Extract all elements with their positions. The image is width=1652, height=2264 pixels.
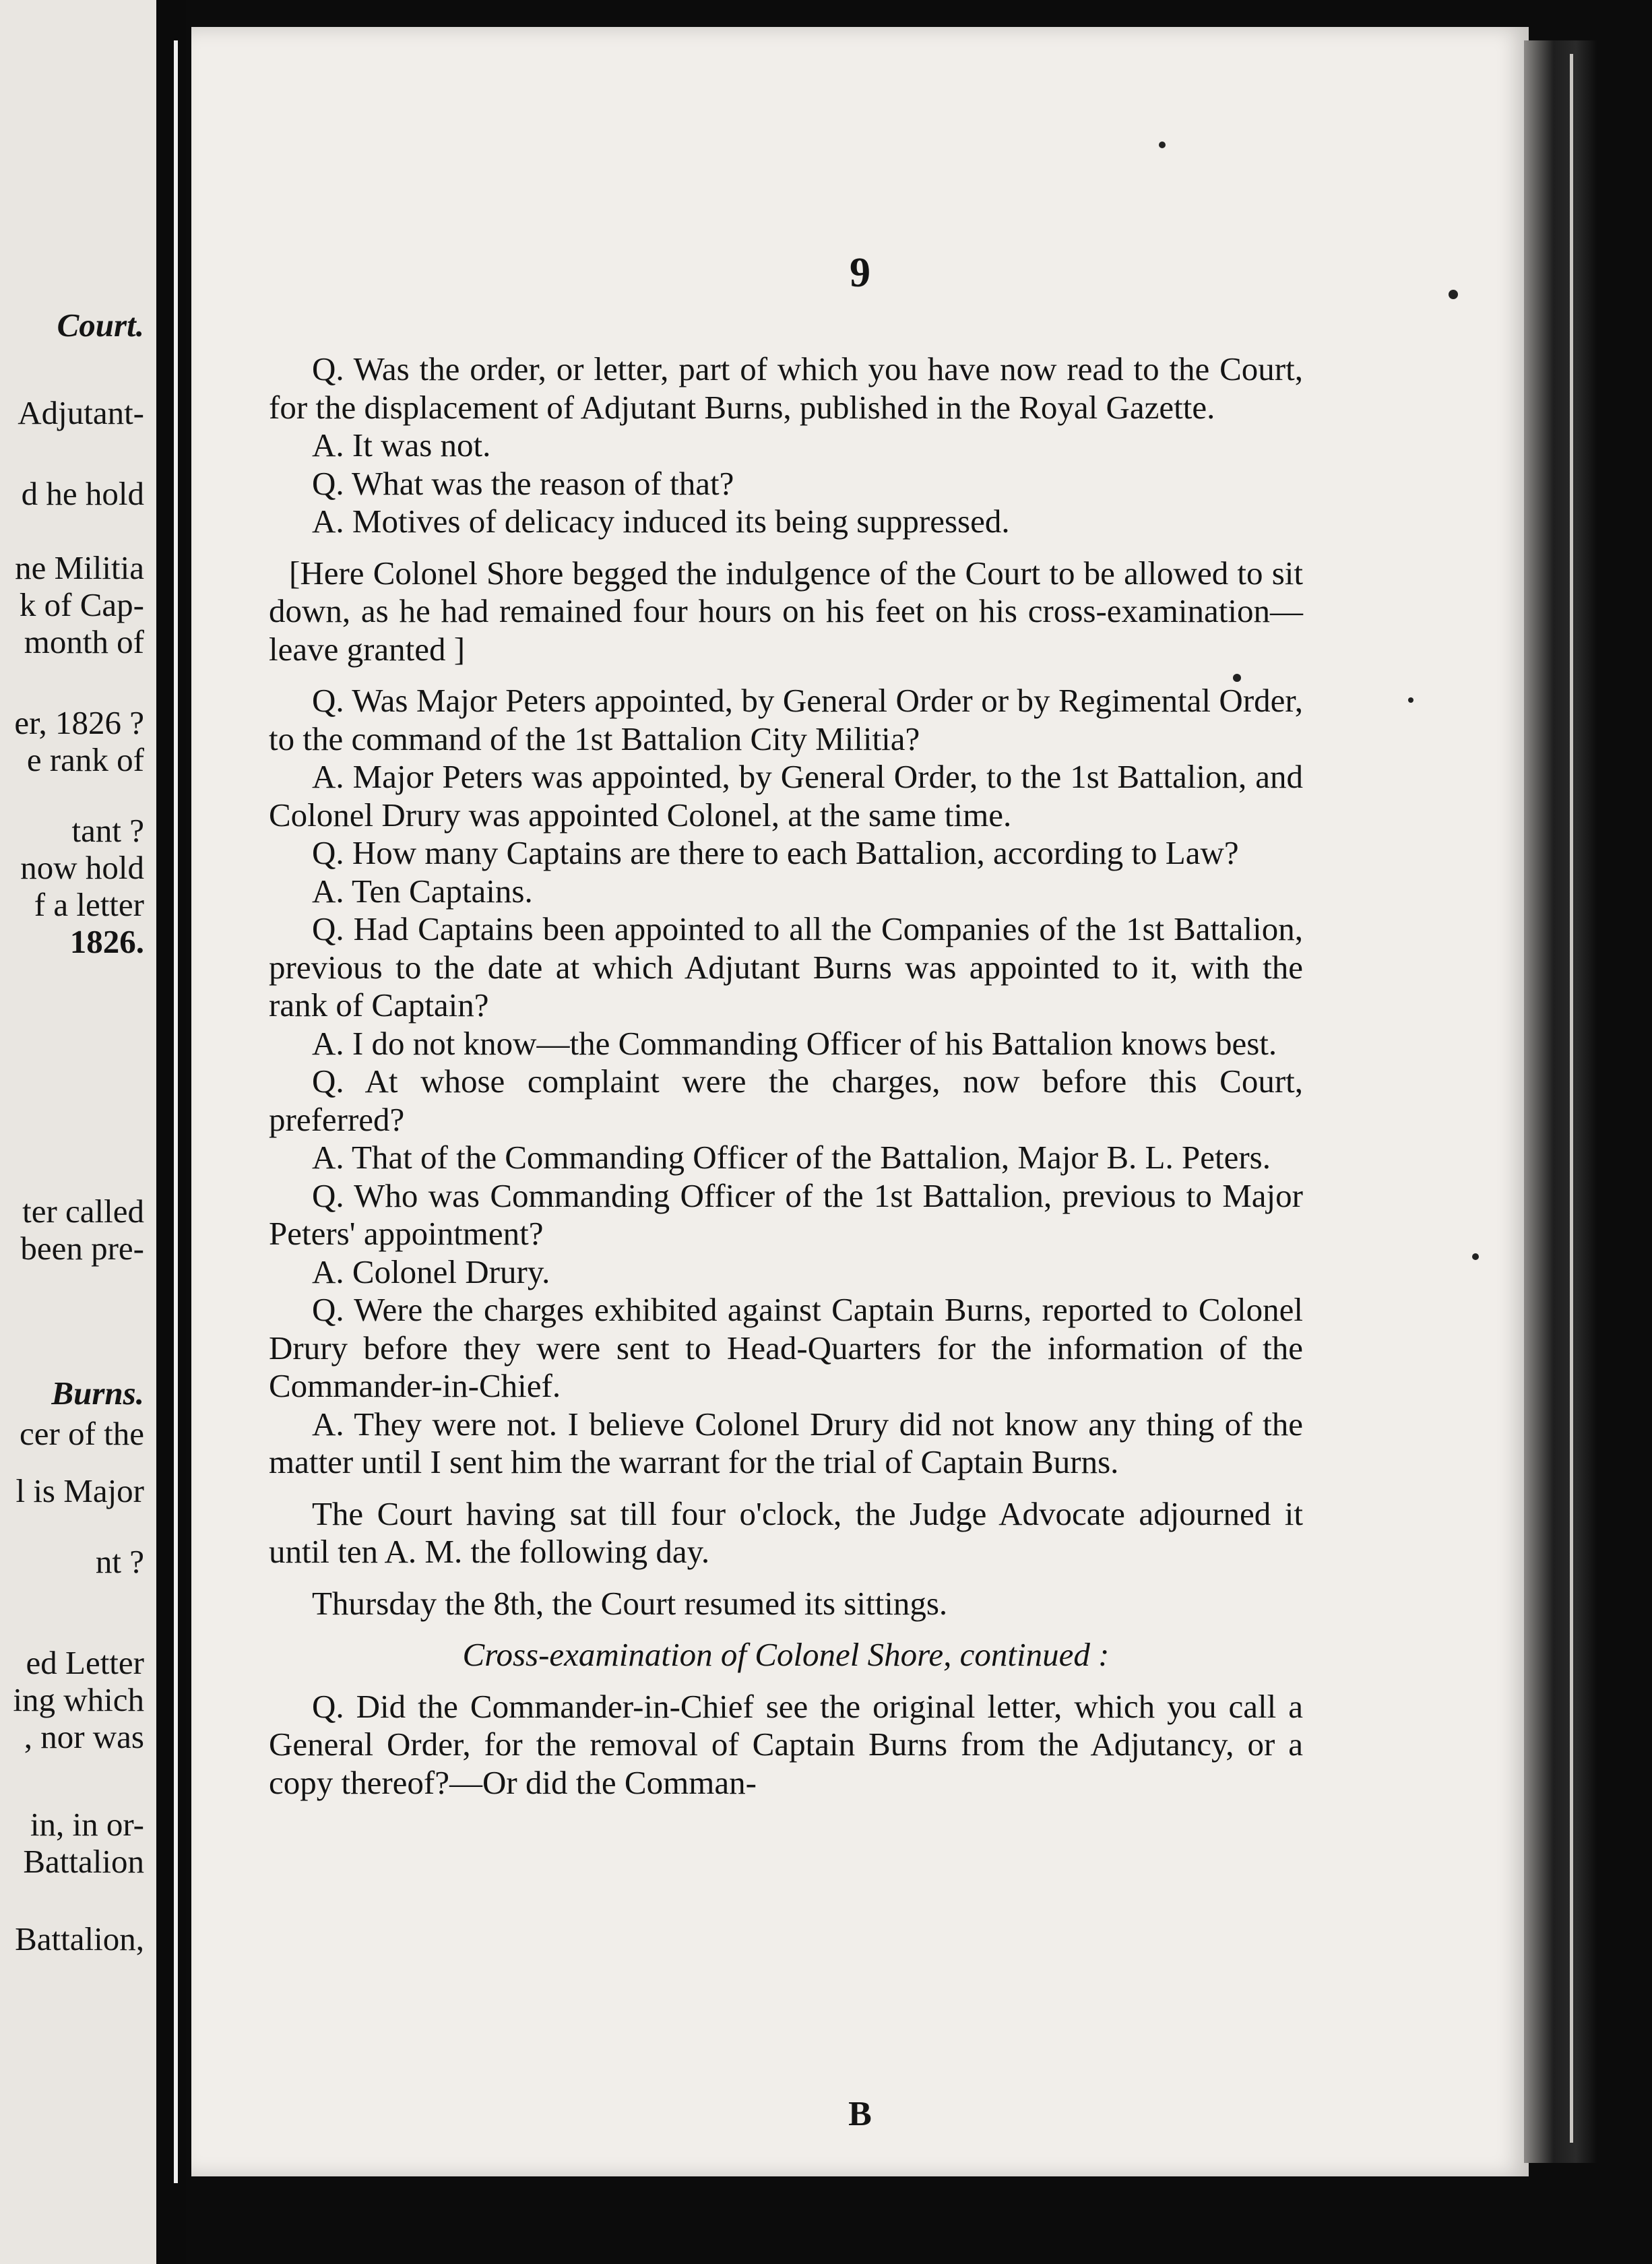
- facing-page-line: tant ?: [71, 812, 144, 849]
- paragraph: A. Ten Captains.: [312, 872, 533, 910]
- paragraph: A. They were not. I believe Colonel Drury did not know any thing of the matter until I sent him the warrant for the trial of Captain Burns.: [269, 1405, 1303, 1480]
- page-text: [269, 350, 1303, 1802]
- facing-page-fragment: [0, 0, 156, 2264]
- paragraph: Q. Were the charges exhibited against Captain Burns, reported to Colonel Drury before they were sent to Head-Quarters for the information of the Commander-in-Chief.: [269, 1291, 1303, 1404]
- section-heading: Cross-examination of Colonel Shore, continued :: [462, 1636, 1110, 1673]
- facing-page-line: ed Letter: [26, 1644, 144, 1681]
- paragraph: Q. How many Captains are there to each Battalion, according to Law?: [312, 834, 1239, 871]
- paragraph: Q. What was the reason of that?: [312, 464, 734, 502]
- facing-page-line: e rank of: [26, 741, 144, 778]
- paragraph: A. Major Peters was appointed, by General Order, to the 1st Battalion, and Colonel Drury was appointed Colonel, at the same time.: [269, 758, 1303, 834]
- facing-page-line: month of: [24, 623, 144, 660]
- paragraph: A. It was not.: [312, 427, 491, 464]
- facing-page-line: er, 1826 ?: [14, 704, 144, 741]
- facing-page-line: Battalion,: [15, 1920, 144, 1957]
- facing-page-line: been pre-: [20, 1230, 144, 1267]
- paragraph: Q. At whose complaint were the charges, now before this Court, preferred?: [269, 1063, 1303, 1138]
- facing-page-line: k of Cap-: [19, 586, 144, 623]
- facing-page-line: Adjutant-: [18, 394, 144, 431]
- page-number: 9: [850, 250, 870, 296]
- ink-speck: [1408, 697, 1413, 703]
- facing-page-line: cer of the: [20, 1415, 144, 1452]
- page-edge-line: [1570, 54, 1573, 2143]
- paragraph: Q. Who was Commanding Officer of the 1st Battalion, previous to Major Peters' appointment?: [269, 1176, 1303, 1252]
- paragraph: A. Colonel Drury.: [312, 1253, 550, 1290]
- paragraph: [Here Colonel Shore begged the indulgence of the Court to be allowed to sit down, as he had remained four hours on his feet on his cross-examination—leave granted ]: [269, 554, 1303, 668]
- paragraph: Q. Was Major Peters appointed, by General Order or by Regimental Order, to the command of the 1st Battalion City Militia?: [269, 682, 1303, 757]
- book-gutter: [156, 0, 186, 2264]
- page-edge-shadow: [1524, 40, 1598, 2163]
- facing-page-line: Battalion: [23, 1843, 144, 1880]
- gutter-edge: [174, 40, 178, 2183]
- facing-page-line: , nor was: [24, 1718, 144, 1755]
- facing-page-line: l is Major: [15, 1472, 144, 1509]
- paragraph: Thursday the 8th, the Court resumed its sittings.: [312, 1584, 948, 1622]
- facing-page-line: in, in or-: [30, 1806, 144, 1843]
- facing-page-line: ne Militia: [15, 549, 144, 586]
- facing-page-line: Burns.: [51, 1375, 144, 1412]
- ink-speck: [1159, 142, 1166, 148]
- facing-page-line: now hold: [20, 849, 144, 886]
- ink-speck: [1472, 1253, 1479, 1260]
- facing-page-line: f a letter: [34, 886, 144, 923]
- facing-page-line: 1826.: [69, 923, 144, 960]
- signature-mark: B: [848, 2095, 872, 2133]
- paragraph: Q. Did the Commander-in-Chief see the original letter, which you call a General Order, for the removal of Captain Burns from the Adjutancy, or a copy thereof?—Or did the Comman-: [269, 1687, 1303, 1801]
- facing-page-line: Court.: [57, 307, 144, 344]
- paragraph: Q. Had Captains been appointed to all the Companies of the 1st Battalion, previous to the date at which Adjutant Burns was appointed to it, with the rank of Captain?: [269, 910, 1303, 1024]
- facing-page-line: ter called: [22, 1193, 144, 1230]
- paragraph: Q. Was the order, or letter, part of which you have now read to the Court, for the displacement of Adjutant Burns, published in the Royal Gazette.: [269, 350, 1303, 426]
- paragraph: A. I do not know—the Commanding Officer of his Battalion knows best.: [312, 1024, 1277, 1062]
- paragraph: A. That of the Commanding Officer of the Battalion, Major B. L. Peters.: [312, 1139, 1271, 1176]
- facing-page-line: nt ?: [95, 1543, 144, 1580]
- paragraph: A. Motives of delicacy induced its being suppressed.: [312, 503, 1010, 540]
- ink-speck: [1233, 674, 1241, 682]
- facing-page-line: d he hold: [21, 475, 144, 512]
- paragraph: The Court having sat till four o'clock, the Judge Advocate adjourned it until ten A. M. the following day.: [269, 1495, 1303, 1570]
- facing-page-line: ing which: [13, 1681, 144, 1718]
- book-page: [191, 27, 1529, 2176]
- ink-speck: [1449, 290, 1458, 299]
